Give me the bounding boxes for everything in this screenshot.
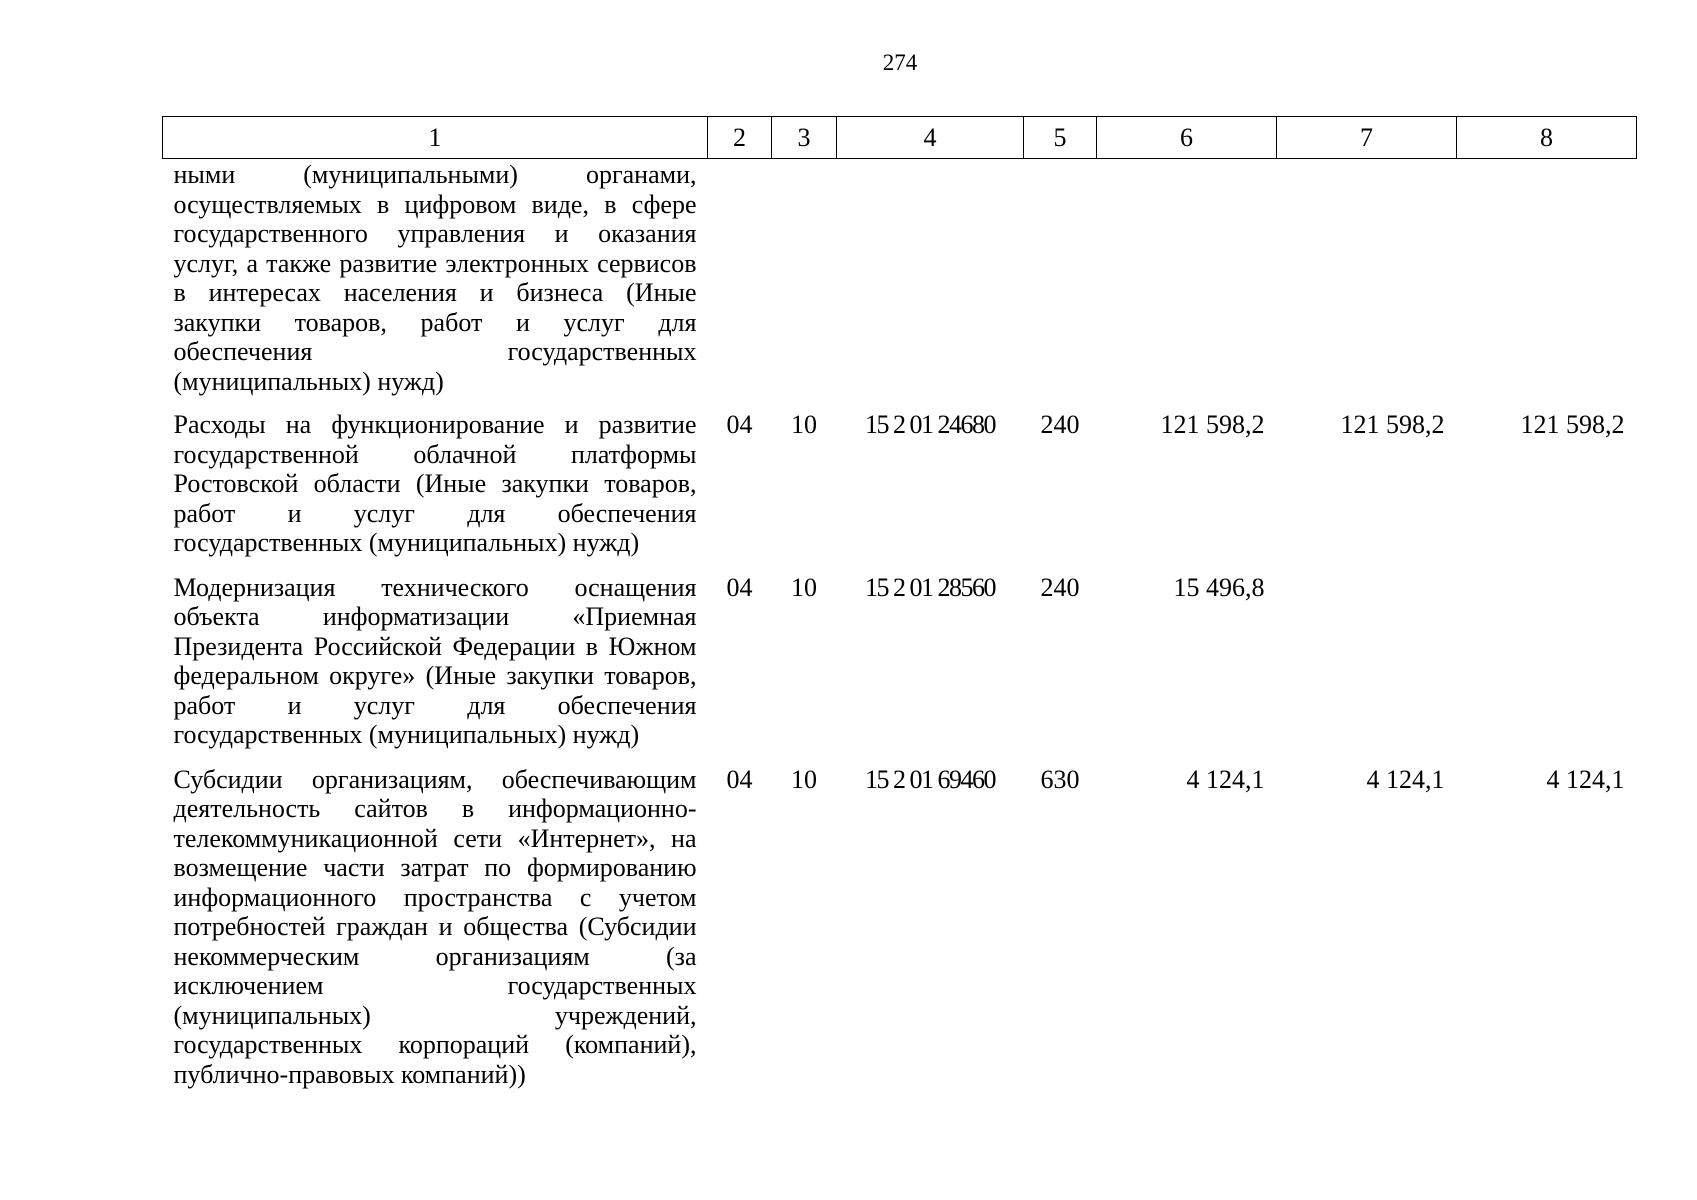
row-amount-col6: 121 598,2: [1160, 410, 1265, 439]
header-col-6: 6: [1097, 117, 1277, 159]
row-subsection-code: 10: [791, 764, 817, 794]
row-amount-col7: [1277, 566, 1457, 758]
budget-table: [162, 116, 1637, 1097]
row-section-code: [708, 159, 772, 404]
row-amount-col7: 4 124,1: [1366, 764, 1445, 794]
table-row: [163, 566, 1637, 758]
row-amount-col8: [1457, 159, 1637, 404]
row-expense-type: 240: [1040, 410, 1080, 439]
table-row: [163, 758, 1637, 1098]
row-target-code: 15 2 01 24680: [865, 410, 995, 439]
row-description: Субсидии организациям, обеспечивающим деятельность сайтов в информационно-телекоммуникационной сети «Интернет», на возмещение части затрат по формированию информационного пространства с учетом потребностей граждан и общества (Субсидии некоммерческим организациям (за исключением государственных (муниципальных) учреждений, государственных корпораций (компаний), публично-правовых компаний)): [173, 764, 697, 1089]
header-col-1: 1: [163, 117, 708, 159]
header-col-5: 5: [1024, 117, 1097, 159]
row-amount-col8: 4 124,1: [1546, 764, 1625, 794]
row-section-code: 04: [726, 764, 753, 794]
row-section-code: 04: [726, 572, 753, 602]
row-subsection-code: 10: [791, 572, 817, 602]
row-amount-col8: 121 598,2: [1520, 410, 1625, 439]
header-col-7: 7: [1277, 117, 1457, 159]
row-amount-col7: [1277, 159, 1457, 404]
table-row: [163, 159, 1637, 404]
table-row: [163, 403, 1637, 566]
row-amount-col7: 121 598,2: [1340, 410, 1445, 439]
row-amount-col8: [1457, 566, 1637, 758]
row-amount-col6: [1097, 159, 1277, 404]
row-description: Расходы на функционирование и развитие государственной облачной платформы Ростовской области (Иные закупки товаров, работ и услуг для обеспечения государственных (муниципальных) нужд): [173, 410, 697, 557]
page-number: 274: [882, 50, 918, 75]
row-expense-type: [1024, 159, 1097, 404]
header-col-8: 8: [1457, 117, 1637, 159]
row-section-code: 04: [726, 410, 753, 439]
header-col-3: 3: [772, 117, 837, 159]
row-amount-col6: 15 496,8: [1173, 572, 1265, 602]
header-col-4: 4: [837, 117, 1024, 159]
row-amount-col6: 4 124,1: [1186, 764, 1265, 794]
row-target-code: 15 2 01 69460: [865, 764, 995, 794]
row-description: ными (муниципальными) органами, осуществляемых в цифровом виде, в сфере государственного управления и оказания услуг, а также развитие электронных сервисов в интересах населения и бизнеса (Иные закупки товаров, работ и услуг для обеспечения государственных (муниципальных) нужд): [173, 160, 697, 396]
row-subsection-code: 10: [791, 410, 817, 439]
row-expense-type: 630: [1040, 764, 1080, 794]
header-row: [163, 117, 1637, 159]
header-col-2: 2: [708, 117, 772, 159]
row-description: Модернизация технического оснащения объекта информатизации «Приемная Президента Российской Федерации в Южном федеральном округе» (Иные закупки товаров, работ и услуг для обеспечения государственных (муниципальных) нужд): [173, 572, 697, 749]
row-expense-type: 240: [1040, 572, 1080, 602]
row-subsection-code: [772, 159, 837, 404]
row-target-code: 15 2 01 28560: [865, 572, 995, 602]
table-header: [163, 117, 1637, 159]
table-body: [163, 159, 1637, 1098]
row-target-code: [837, 159, 1024, 404]
